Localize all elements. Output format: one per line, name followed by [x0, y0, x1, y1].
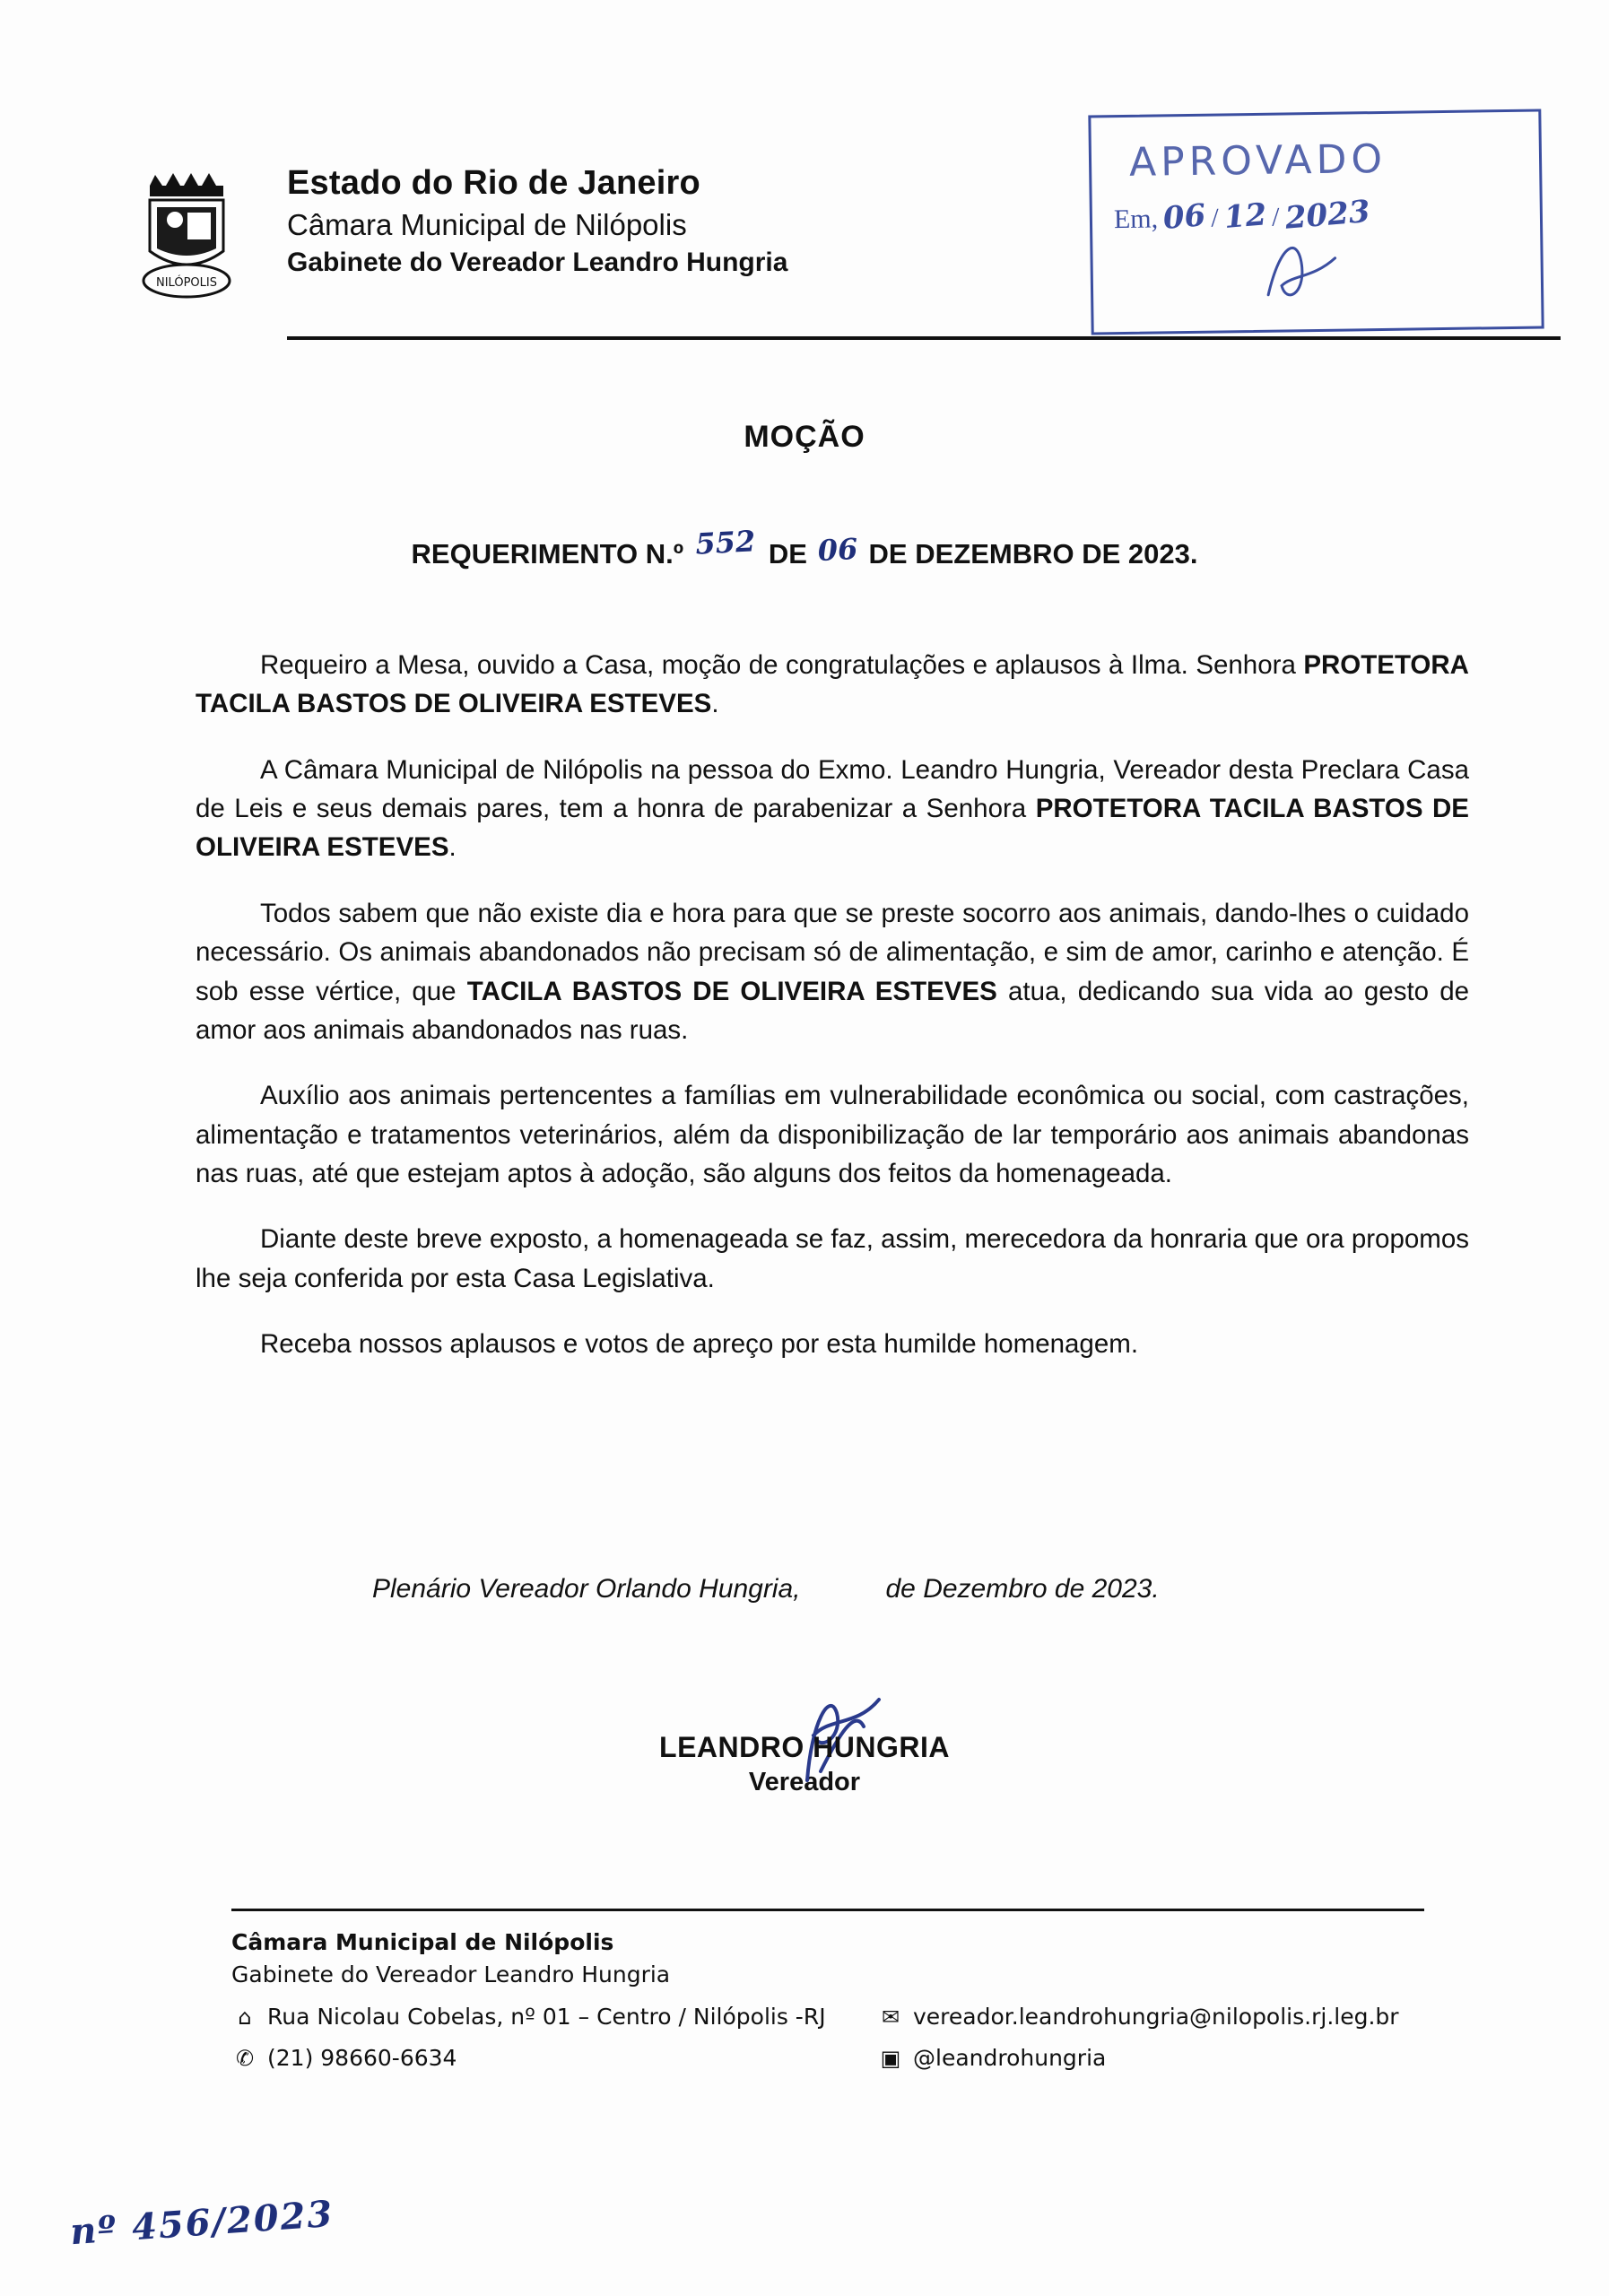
header-office: Gabinete do Vereador Leandro Hungria: [287, 248, 788, 278]
approval-stamp: [1088, 109, 1544, 335]
plenario-right: de Dezembro de 2023.: [885, 1574, 1160, 1604]
body-text: Diante deste breve exposto, a homenageada se faz, assim, merecedora da honraria que ora propomos lhe seja conferida por esta Casa Legislativa.: [196, 1224, 1469, 1293]
header-chamber: Câmara Municipal de Nilópolis: [287, 207, 687, 241]
body-text: Requeiro a Mesa, ouvido a Casa, moção de congratulações e aplausos à Ilma. Senhora: [260, 650, 1304, 680]
stamp-month: 12: [1222, 196, 1268, 237]
stamp-sep-2: /: [1271, 202, 1280, 232]
stamp-date: [1113, 193, 1376, 237]
footer-email[interactable]: vereador.leandrohungria@nilopolis.rj.leg.br: [913, 2003, 1399, 2030]
footer-office: Gabinete do Vereador Leandro Hungria: [231, 1961, 671, 1988]
requerimento-prefix: REQUERIMENTO N.º: [411, 538, 684, 570]
body-text: atua, dedicando sua vida ao gesto de amor aos animais abandonados nas ruas.: [196, 976, 1470, 1045]
body-text: Todos sabem que não existe dia e hora para que se preste socorro aos animais, dando-lhes o cuidado necessário. Os animais abandonados não precisam só de alimentação, e sim de amor, carinho e atenção. É sob esse vértice, que: [196, 898, 1469, 1006]
emphasis-text: TACILA BASTOS DE OLIVEIRA ESTEVES: [466, 976, 997, 1006]
footer-phone: (21) 98660-6634: [267, 2044, 457, 2071]
header-text-block: [287, 164, 787, 279]
location-pin-icon: ⌂: [238, 2004, 252, 2030]
svg-text:NILÓPOLIS: NILÓPOLIS: [156, 276, 217, 290]
stamp-year: 2023: [1283, 193, 1371, 237]
footer-phone-row: [231, 2042, 877, 2074]
footer-chamber: Câmara Municipal de Nilópolis: [231, 1929, 614, 1955]
stamp-title: APROVADO: [1128, 135, 1387, 186]
body-paragraph: [196, 894, 1469, 1049]
header-state: Estado do Rio de Janeiro: [287, 164, 700, 202]
emphasis-text: PROTETORA TACILA BASTOS DE OLIVEIRA ESTEVES: [196, 794, 1469, 863]
bottom-handwritten-note: nº 456/2023: [68, 2192, 335, 2254]
body-paragraph: [196, 751, 1469, 867]
footer-address: Rua Nicolau Cobelas, nº 01 – Centro / Nilópolis -RJ: [267, 2003, 826, 2030]
body-paragraph: [196, 646, 1469, 724]
stamp-signature-scribble: [1249, 230, 1385, 313]
signature-block: [0, 1731, 1609, 1797]
body-paragraph: [196, 1076, 1469, 1193]
emphasis-text: PROTETORA TACILA BASTOS DE OLIVEIRA ESTEVES: [196, 650, 1469, 719]
footer-instagram-row[interactable]: [877, 2042, 1451, 2074]
requerimento-number: 552: [694, 524, 757, 561]
stamp-date-label: Em,: [1113, 204, 1159, 235]
body-text: Auxílio aos animais pertencentes a famílias em vulnerabilidade econômica ou social, com castrações, alimentação e tratamentos veterinários, além da disponibilização de lar temporário aos animais abandonas nas ruas, até que estejam aptos à adoção, são alguns dos feitos da homenageada.: [196, 1081, 1469, 1188]
footer-instagram[interactable]: @leandrohungria: [913, 2044, 1107, 2071]
instagram-icon: ▣: [880, 2045, 901, 2071]
signature-name: LEANDRO HUNGRIA: [659, 1731, 950, 1763]
stamp-sep-1: /: [1211, 203, 1220, 233]
body-text: .: [448, 832, 457, 863]
requerimento-line: [0, 524, 1609, 570]
requerimento-suffix: DE DEZEMBRO DE 2023.: [868, 538, 1198, 570]
page-title: MOÇÃO: [744, 420, 865, 454]
phone-icon: ✆: [235, 2045, 255, 2071]
footer-address-row: [231, 2001, 877, 2033]
document-footer: [231, 1926, 1487, 2083]
header-divider: [287, 336, 1561, 340]
requerimento-month-number: 06: [816, 531, 859, 569]
requerimento-de: DE: [768, 538, 807, 570]
coat-of-arms-icon: [128, 166, 245, 309]
body-paragraph: [196, 1220, 1469, 1298]
stamp-day: 06: [1161, 197, 1208, 237]
signature-role: Vereador: [748, 1768, 861, 1796]
plenario-left: Plenário Vereador Orlando Hungria,: [372, 1574, 801, 1604]
body-text: Receba nossos aplausos e votos de apreço por esta humilde homenagem.: [260, 1329, 1139, 1360]
plenario-line: [372, 1574, 1448, 1605]
footer-divider: [231, 1909, 1424, 1911]
body-text: .: [711, 689, 719, 719]
footer-email-row[interactable]: [877, 2001, 1451, 2033]
document-body: [196, 646, 1469, 1390]
envelope-icon: ✉: [881, 2004, 900, 2030]
body-text: A Câmara Municipal de Nilópolis na pessoa do Exmo. Leandro Hungria, Vereador desta Preclara Casa de Leis e seus demais pares, tem a honra de parabenizar a Senhora: [196, 754, 1469, 824]
body-paragraph: [196, 1325, 1469, 1363]
